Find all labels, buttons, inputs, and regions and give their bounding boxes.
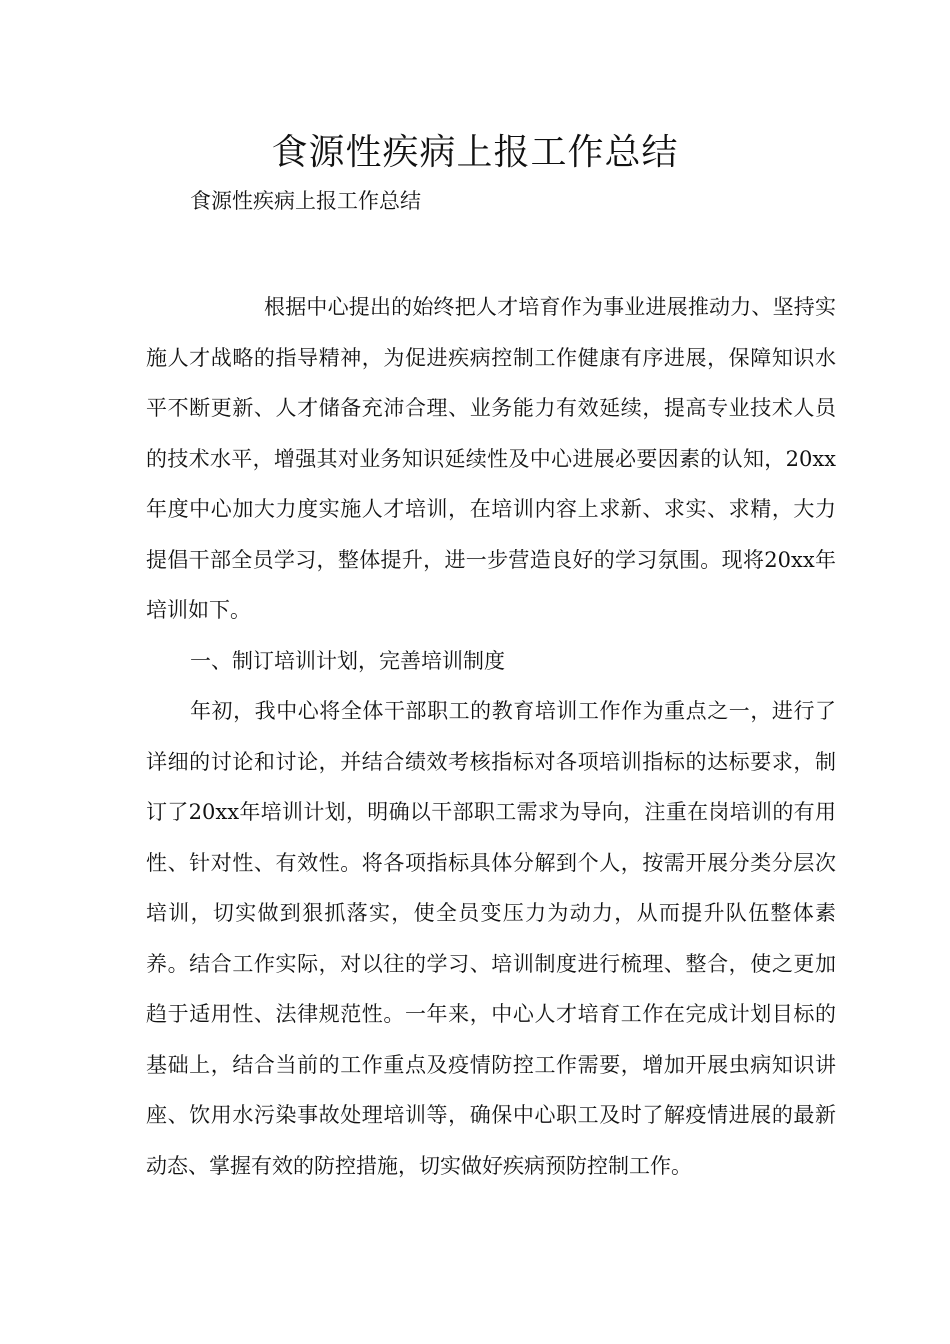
paragraph-section-1: 年初，我中心将全体干部职工的教育培训工作作为重点之一，进行了详细的讨论和讨论，并结合绩效考核指标对各项培训指标的达标要求，制订了20xx年培训计划，明确以干部职工需求为导向，注重在岗培训的有用性、针对性、有效性。将各项指标具体分解到个人，按需开展分类分层次培训，切实做到狠抓落实，使全员变压力为动力，从而提升队伍整体素养。结合工作实际，对以往的学习、培训制度进行梳理、整合，使之更加趋于适用性、法律规范性。一年来，中心人才培育工作在完成计划目标的基础上，结合当前的工作重点及疫情防控工作需要，增加开展虫病知识讲座、饮用水污染事故处理培训等，确保中心职工及时了解疫情进展的最新动态、掌握有效的防控措施，切实做好疾病预防控制工作。 — [146, 699, 836, 1178]
document-subtitle: 食源性疾病上报工作总结 — [190, 189, 421, 213]
section-heading-1: 一、制订培训计划，完善培训制度 — [190, 648, 505, 673]
document-body — [146, 282, 836, 1191]
document-title: 食源性疾病上报工作总结 — [271, 132, 679, 173]
paragraph-intro: 根据中心提出的始终把人才培育作为事业进展推动力、坚持实施人才战略的指导精神，为促进疾病控制工作健康有序进展，保障知识水平不断更新、人才储备充沛合理、业务能力有效延续，提高专业技术人员的技术水平，增强其对业务知识延续性及中心进展必要因素的认知，20xx年度中心加大力度实施人才培训，在培训内容上求新、求实、求精，大力提倡干部全员学习，整体提升，进一步营造良好的学习氛围。现将20xx年培训如下。 — [146, 295, 836, 622]
